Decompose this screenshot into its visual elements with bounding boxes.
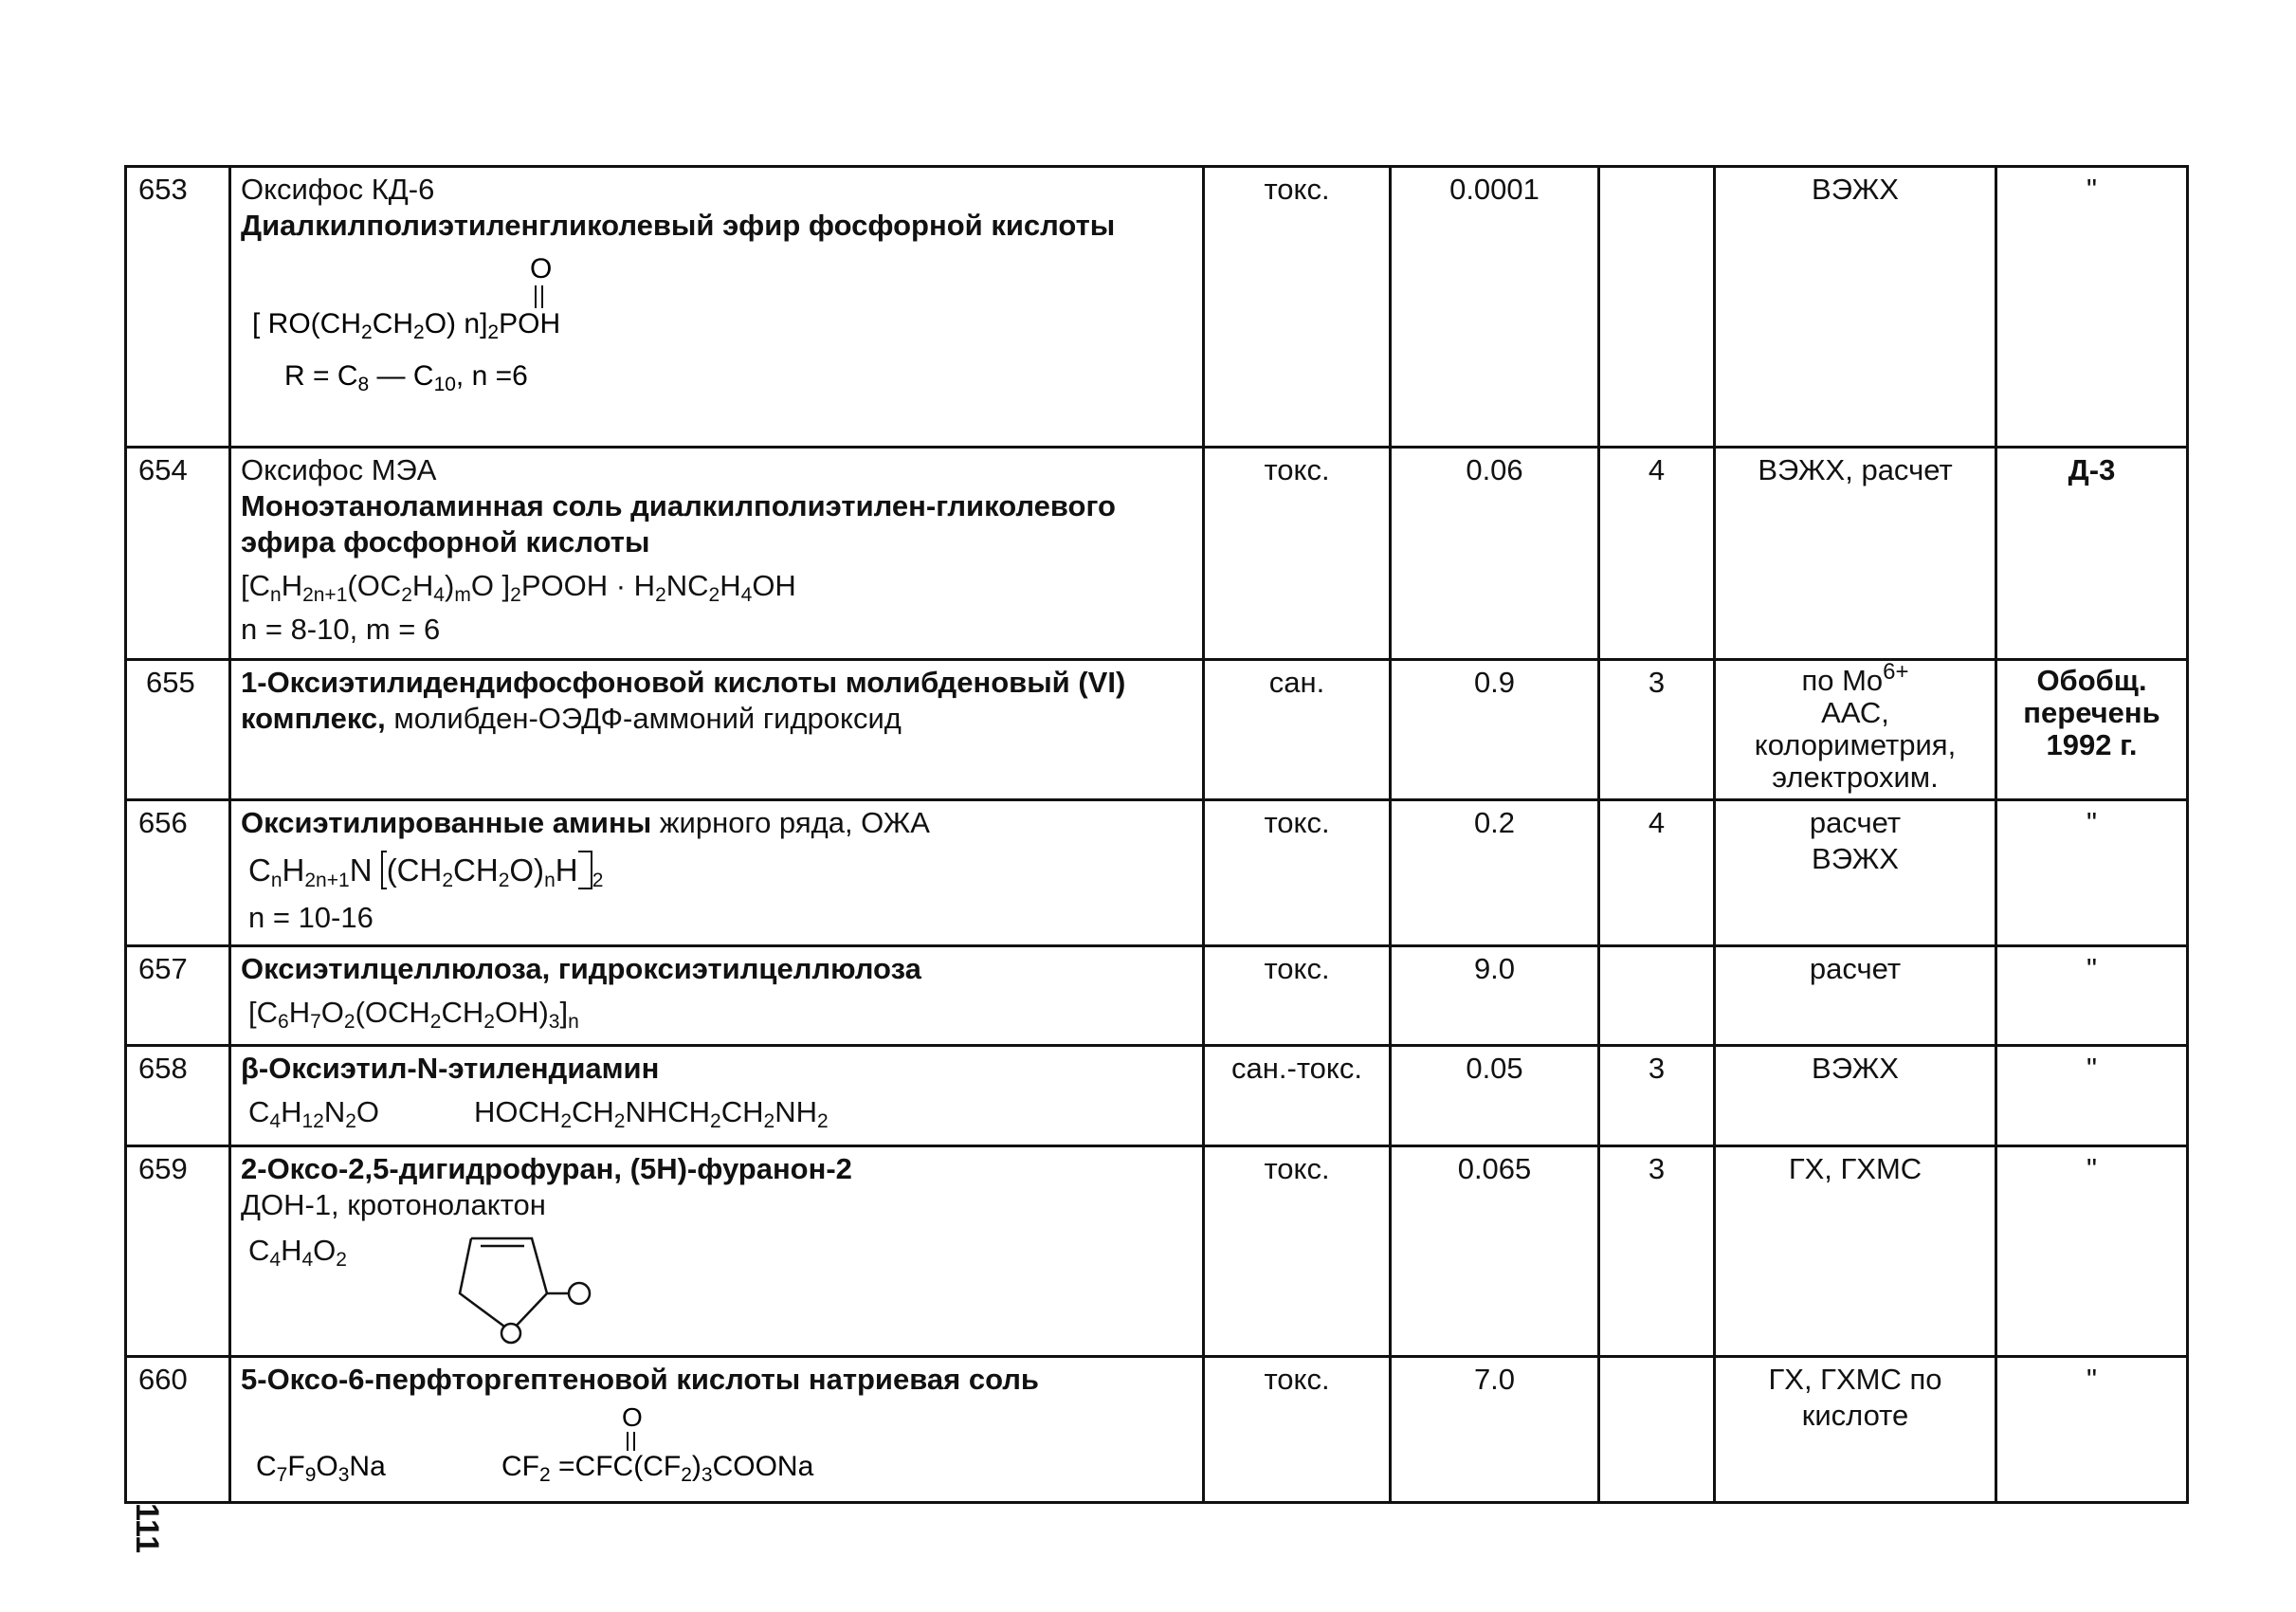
substance-cell [230,660,1204,800]
reference: " [1996,167,2188,448]
substance-cell [230,1046,1204,1146]
norm-type: токс. [1204,1146,1391,1357]
formula-params: n = 8-10, m = 6 [241,613,441,646]
substance-synonyms: ДОН-1, кротонолактон [241,1188,546,1221]
value: 0.2 [1391,800,1599,946]
table-row-658 [126,1046,2188,1146]
hazard-class: 3 [1599,1046,1715,1146]
table-row-655 [126,660,2188,800]
furanone-structure [426,1227,615,1350]
hazard-class [1599,946,1715,1046]
substance-name: 1-Оксиэтилидендифосфоновой кислоты молибденовый (VI) комплекс, [241,666,1126,735]
reference: " [1996,1046,2188,1146]
row-number: 653 [126,167,230,448]
table-row-656 [126,800,2188,946]
value: 0.065 [1391,1146,1599,1357]
svg-text:CF2 =CFC(CF2)3COONa: $CF_2$ $=CFC(CF_2)_3COONa$ [501,1451,814,1486]
method: расчет ВЭЖХ [1715,800,1996,946]
method-superscript: 6+ [1883,659,1909,685]
table-row-654 [126,448,2188,660]
formula-r-label: R = C [284,360,358,392]
hazard-class: 3 [1599,1146,1715,1357]
norm-type: токс. [1204,1357,1391,1503]
substance-name: Оксиэтилированные амины [241,806,652,839]
substance-table [124,165,2189,1504]
structural-formula [241,249,696,392]
norm-type: токс. [1204,448,1391,660]
row-number: 656 [126,800,230,946]
svg-text:O: O [530,253,553,284]
value: 9.0 [1391,946,1599,1046]
substance-table-container [124,165,2186,1504]
hazard-class [1599,167,1715,448]
page-number: 111 [129,1503,165,1553]
norm-type: сан. [1204,660,1391,800]
reference: " [1996,946,2188,1046]
svg-text:R = C8 — C10, n =6: $R = C_8$ — $C_{10}$, n =6 [284,360,528,392]
table-row-657 [126,946,2188,1046]
svg-text:O: O [622,1402,643,1432]
reference: " [1996,1357,2188,1503]
substance-cell [230,946,1204,1046]
substance-name: 5-Оксо-6-перфторгептеновой кислоты натриевая соль [241,1363,1039,1396]
formula-r-tail: , n =6 [455,360,528,392]
molecular-formula: $C_nH_{2n+1}N$ $(CH_2CH_2O)_nH$ $_2$ [248,852,604,891]
table-row-660 [126,1357,2188,1503]
hazard-class: 3 [1599,660,1715,800]
svg-text:C7F9O3Na: $C_7F_9O_3Na$ [256,1451,386,1486]
row-number: 655 [126,660,230,800]
norm-type: токс. [1204,167,1391,448]
formula-params: n = 10-16 [248,901,374,934]
substance-cell [230,448,1204,660]
hazard-class: 4 [1599,448,1715,660]
method: ГХ, ГХМС [1715,1146,1996,1357]
substance-cell [230,800,1204,946]
substance-cell [230,1357,1204,1503]
value: 0.0001 [1391,167,1599,448]
row-number: 659 [126,1146,230,1357]
row-number: 654 [126,448,230,660]
substance-name: Диалкилполиэтиленгликолевый эфир фосфорной кислоты [241,209,1116,242]
norm-type: токс. [1204,946,1391,1046]
molecular-formula: $C_4H_4O_2$ [248,1234,347,1271]
row-number: 658 [126,1046,230,1146]
value: 0.05 [1391,1046,1599,1146]
row-number: 660 [126,1357,230,1503]
reference: Обобщ. перечень 1992 г. [1996,660,2188,800]
substance-name: β-Оксиэтил-N-этилендиамин [241,1052,660,1085]
structural-formula [241,1398,904,1493]
value: 0.9 [1391,660,1599,800]
hazard-class [1599,1357,1715,1503]
method: расчет [1715,946,1996,1046]
value: 7.0 [1391,1357,1599,1503]
reference: " [1996,800,2188,946]
substance-name: Моноэтаноламинная соль диалкилполиэтилен-гликолевого эфира фосфорной кислоты [241,489,1116,559]
molecular-formula: $C_4H_{12}N_2O$ $HOCH_2CH_2NHCH_2CH_2NH_2$ [248,1095,829,1132]
substance-trade-name: Оксифос КД-6 [241,173,435,206]
method-list: ААС, колориметрия, электрохим. [1754,696,1957,794]
reference: Д-3 [1996,448,2188,660]
structure-block [241,1227,1193,1350]
substance-cell [230,1146,1204,1357]
row-number: 657 [126,946,230,1046]
hazard-class: 4 [1599,800,1715,946]
reference: " [1996,1146,2188,1357]
method [1715,660,1996,800]
method: ВЭЖХ [1715,1046,1996,1146]
method: ГХ, ГХМС по кислоте [1715,1357,1996,1503]
table-row-659 [126,1146,2188,1357]
svg-text:[ RO(CH2CH2O) n]2POH: [ $RO(CH_2CH_2O)$ $n]_2POH$ [252,308,561,343]
norm-type: сан.-токс. [1204,1046,1391,1146]
method: ВЭЖХ, расчет [1715,448,1996,660]
table-row-653 [126,167,2188,448]
molecular-formula: $[C_6H_7O_2(OCH_2CH_2OH)_3]_n$ [248,996,579,1033]
substance-cell [230,167,1204,448]
value: 0.06 [1391,448,1599,660]
method: ВЭЖХ [1715,167,1996,448]
molecular-formula: [$C_nH_{2n+1}(OC_2H_4)_mO$ ]$_2POOH \cdot H_2NC_2H_4OH$ [241,569,796,606]
substance-name-rest: молибден-ОЭДФ-аммоний гидроксид [385,702,902,735]
substance-name-rest: жирного ряда, ОЖА [651,806,930,839]
method-prefix: по Mo [1801,664,1884,697]
substance-name: Оксиэтилцеллюлоза, гидроксиэтилцеллюлоза [241,952,921,985]
substance-name: 2-Оксо-2,5-дигидрофуран, (5Н)-фуранон-2 [241,1152,852,1185]
substance-trade-name: Оксифос МЭА [241,453,437,486]
norm-type: токс. [1204,800,1391,946]
